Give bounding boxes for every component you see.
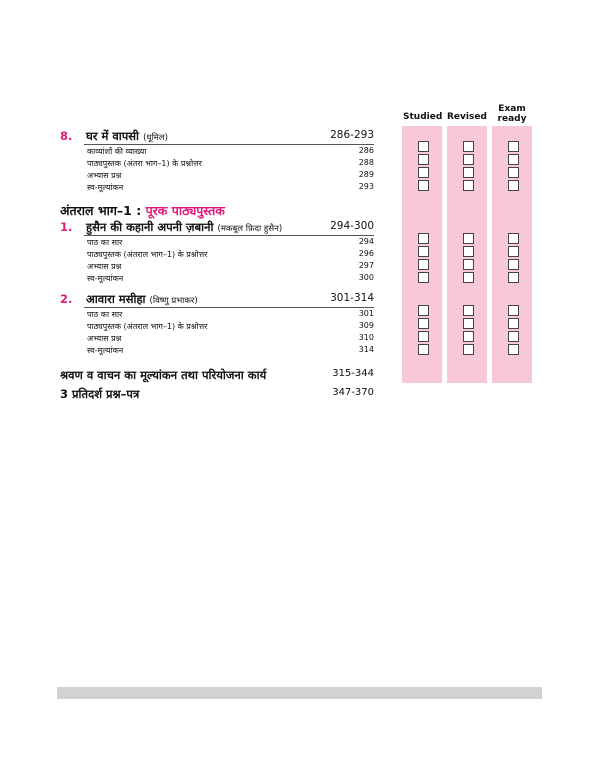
bottom-entry-sample-papers [60, 387, 374, 402]
exam-ready-checkbox[interactable] [508, 233, 519, 244]
section-highlight: पूरक पाठ्यपुस्तक [145, 203, 225, 218]
chapter-title-text: हुसैन की कहानी अपनी ज़बानी [86, 220, 214, 234]
bottom-entry-pages: 315-344 [332, 368, 374, 379]
chapter-8-rule [84, 144, 374, 145]
studied-checkbox[interactable] [418, 259, 429, 270]
chapter-author: (मकबूल फ़िदा हुसैन) [217, 224, 283, 234]
exam-ready-checkbox[interactable] [508, 154, 519, 165]
studied-checkbox[interactable] [418, 167, 429, 178]
revised-checkbox[interactable] [463, 154, 474, 165]
item-label: अभ्यास प्रश्न [87, 334, 122, 343]
item-label: स्व-मूल्यांकन [87, 274, 124, 283]
section-prefix: अंतराल भाग–1 : [60, 203, 146, 218]
item-page: 310 [358, 333, 374, 342]
item-label: पाठ का सार [87, 238, 123, 247]
exam-ready-checkbox[interactable] [508, 141, 519, 152]
revised-header: Revised [447, 112, 487, 122]
studied-checkbox[interactable] [418, 331, 429, 342]
revised-checkbox[interactable] [463, 318, 474, 329]
chapter-8-heading [60, 129, 374, 145]
revised-checkbox[interactable] [463, 167, 474, 178]
revised-checkbox[interactable] [463, 272, 474, 283]
studied-checkbox[interactable] [418, 318, 429, 329]
chapter-title [86, 220, 282, 235]
chapter-title-text: आवारा मसीहा [86, 292, 146, 306]
footer-bar [57, 687, 542, 699]
item-page: 293 [358, 182, 374, 191]
list-item [87, 237, 374, 249]
exam-ready-checkbox[interactable] [508, 167, 519, 178]
item-page: 301 [358, 309, 374, 318]
chapter-2-heading [60, 292, 374, 308]
exam-ready-checkbox[interactable] [508, 180, 519, 191]
chapter-author: (विष्णु प्रभाकर) [149, 296, 198, 306]
list-item [87, 273, 374, 285]
revised-checkbox[interactable] [463, 344, 474, 355]
studied-header: Studied [403, 112, 443, 122]
item-label: पाठ का सार [87, 310, 123, 319]
bottom-entry-assessment [60, 368, 374, 383]
list-item [87, 158, 374, 170]
item-page: 314 [358, 345, 374, 354]
item-page: 296 [358, 249, 374, 258]
list-item [87, 249, 374, 261]
studied-checkbox[interactable] [418, 272, 429, 283]
revised-checkbox[interactable] [463, 331, 474, 342]
revised-checkbox[interactable] [463, 305, 474, 316]
revised-checkbox[interactable] [463, 141, 474, 152]
item-page: 288 [358, 158, 374, 167]
list-item [87, 170, 374, 182]
chapter-1-rule [84, 235, 374, 236]
exam-ready-checkbox[interactable] [508, 259, 519, 270]
item-label: स्व-मूल्यांकन [87, 183, 124, 192]
chapter-number: 8. [60, 129, 73, 143]
chapter-pages: 301-314 [330, 292, 374, 304]
item-page: 289 [358, 170, 374, 179]
studied-checkbox[interactable] [418, 305, 429, 316]
list-item [87, 261, 374, 273]
chapter-pages: 294-300 [330, 220, 374, 232]
studied-checkbox[interactable] [418, 141, 429, 152]
exam-ready-checkbox[interactable] [508, 331, 519, 342]
chapter-title [86, 129, 168, 144]
studied-checkbox[interactable] [418, 180, 429, 191]
list-item [87, 321, 374, 333]
revised-checkbox[interactable] [463, 259, 474, 270]
exam-ready-checkbox[interactable] [508, 318, 519, 329]
chapter-2-rule [84, 307, 374, 308]
chapter-number: 2. [60, 292, 73, 306]
studied-checkbox[interactable] [418, 233, 429, 244]
exam-ready-checkbox[interactable] [508, 344, 519, 355]
chapter-1-heading [60, 220, 374, 236]
bottom-entry-title: श्रवण व वाचन का मूल्यांकन तथा परियोजना कार्य [60, 368, 267, 382]
revised-checkbox[interactable] [463, 180, 474, 191]
bottom-entry-pages: 347-370 [332, 387, 374, 398]
exam-ready-checkbox[interactable] [508, 272, 519, 283]
item-label: काव्यांशों की व्याख्या [87, 147, 147, 156]
list-item [87, 146, 374, 158]
revised-checkbox[interactable] [463, 233, 474, 244]
bottom-entry-title: 3 प्रतिदर्श प्रश्न–पत्र [60, 387, 140, 401]
item-label: पाठ्यपुस्तक (अंतरा भाग–1) के प्रश्नोत्तर [87, 159, 202, 168]
item-page: 309 [358, 321, 374, 330]
exam-ready-line2: ready [497, 114, 527, 124]
studied-checkbox[interactable] [418, 246, 429, 257]
item-label: अभ्यास प्रश्न [87, 171, 122, 180]
item-page: 300 [358, 273, 374, 282]
exam-ready-line1: Exam [498, 104, 526, 114]
chapter-number: 1. [60, 220, 73, 234]
list-item [87, 333, 374, 345]
studied-checkbox[interactable] [418, 154, 429, 165]
item-page: 294 [358, 237, 374, 246]
revised-checkbox[interactable] [463, 246, 474, 257]
section-heading [60, 202, 225, 219]
exam-ready-checkbox[interactable] [508, 246, 519, 257]
chapter-author: (धूमिल) [143, 133, 168, 143]
item-label: स्व-मूल्यांकन [87, 346, 124, 355]
item-label: पाठ्यपुस्तक (अंतराल भाग–1) के प्रश्नोत्तर [87, 250, 208, 259]
item-label: अभ्यास प्रश्न [87, 262, 122, 271]
exam-ready-checkbox[interactable] [508, 305, 519, 316]
chapter-pages: 286-293 [330, 129, 374, 141]
list-item [87, 309, 374, 321]
chapter-title [86, 292, 198, 307]
exam-ready-header [493, 104, 531, 124]
list-item [87, 182, 374, 194]
chapter-title-text: घर में वापसी [86, 129, 140, 143]
item-page: 286 [358, 146, 374, 155]
list-item [87, 345, 374, 357]
item-page: 297 [358, 261, 374, 270]
item-label: पाठ्यपुस्तक (अंतराल भाग–1) के प्रश्नोत्तर [87, 322, 208, 331]
studied-checkbox[interactable] [418, 344, 429, 355]
